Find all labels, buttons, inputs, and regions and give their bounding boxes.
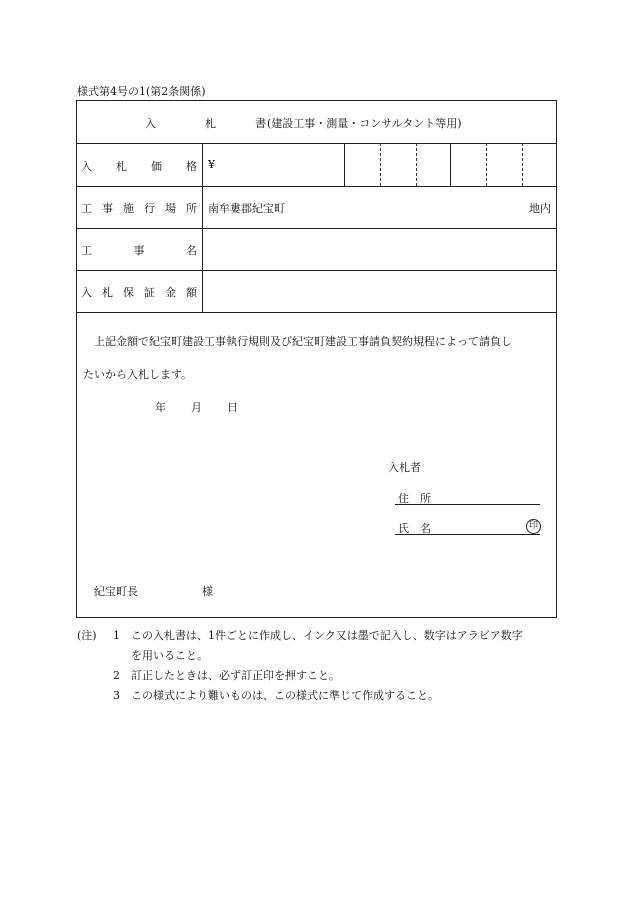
label-char: 入 xyxy=(81,286,92,299)
title-char-1: 入 xyxy=(145,117,156,130)
notes-head: (注) xyxy=(77,629,97,642)
divider xyxy=(77,270,556,271)
divider xyxy=(77,186,556,187)
bidder-address-label: 住 所 xyxy=(398,492,431,505)
note-number: 1 xyxy=(113,629,120,642)
note-item-2 xyxy=(77,666,523,686)
title-char-3: 書 xyxy=(255,117,266,130)
label-char: 工 xyxy=(81,244,92,257)
note-number xyxy=(113,646,131,666)
label-work-location xyxy=(81,200,197,216)
digit-divider-dashed xyxy=(416,143,417,186)
note-text: この入札書は、1件ごとに作成し、インク又は墨で記入し、数字はアラビア数字 xyxy=(131,629,523,642)
addressee-name: 紀宝町長 xyxy=(94,585,138,598)
note-item-3 xyxy=(77,686,523,706)
label-char: 行 xyxy=(144,202,155,215)
note-text: 訂正したときは、必ず訂正印を押すこと。 xyxy=(131,669,340,682)
divider xyxy=(77,312,556,313)
label-char: 札 xyxy=(116,160,127,173)
label-char: 証 xyxy=(144,286,155,299)
date-month: 月 xyxy=(191,401,202,414)
label-char: 事 xyxy=(102,202,113,215)
label-char: 名 xyxy=(186,244,197,257)
notes-section xyxy=(77,626,523,706)
seal-mark: 印 xyxy=(526,519,541,534)
addressee-honorific: 様 xyxy=(202,585,213,598)
label-char: 保 xyxy=(123,286,134,299)
label-char: 場 xyxy=(165,202,176,215)
label-char: 事 xyxy=(133,244,145,257)
digit-divider xyxy=(450,143,451,186)
note-text: を用いること。 xyxy=(131,649,208,662)
title-char-2: 札 xyxy=(205,117,216,130)
statement-line-2: たいから入札します。 xyxy=(83,368,193,381)
digit-divider xyxy=(344,143,345,186)
label-char: 価 xyxy=(151,160,162,173)
currency-symbol: ¥ xyxy=(208,158,215,171)
divider xyxy=(77,143,556,144)
label-char: 金 xyxy=(165,286,176,299)
form-number: 様式第4号の1(第2条関係) xyxy=(77,85,206,98)
location-value: 南牟婁郡紀宝町 xyxy=(208,202,285,215)
bidder-heading: 入札者 xyxy=(388,461,421,474)
date-year: 年 xyxy=(155,401,166,414)
label-char: 工 xyxy=(81,202,92,215)
label-char: 所 xyxy=(186,202,197,215)
label-bid-price xyxy=(81,158,197,174)
label-char: 格 xyxy=(186,160,197,173)
note-item-1-cont xyxy=(77,646,523,666)
label-work-name xyxy=(81,242,197,258)
label-char: 額 xyxy=(186,286,197,299)
note-number: 2 xyxy=(113,669,120,682)
title-subtitle: (建設工事・測量・コンサルタント等用) xyxy=(267,117,462,130)
note-item-1 xyxy=(77,626,523,646)
statement-line-1: 上記金額で紀宝町建設工事執行規則及び紀宝町建設工事請負契約規程によって請負し xyxy=(94,335,512,348)
divider xyxy=(77,228,556,229)
digit-divider-dashed xyxy=(522,143,523,186)
note-number: 3 xyxy=(113,689,120,702)
date-day: 日 xyxy=(227,401,238,414)
label-char: 入 xyxy=(81,160,92,173)
address-underline xyxy=(395,504,540,505)
label-char: 札 xyxy=(102,286,113,299)
digit-divider-dashed xyxy=(486,143,487,186)
location-suffix: 地内 xyxy=(529,202,551,215)
form-title xyxy=(77,101,556,143)
label-bid-deposit xyxy=(81,284,197,300)
note-text: この様式により難いものは、この様式に準じて作成すること。 xyxy=(131,689,439,702)
name-underline xyxy=(395,534,540,535)
bid-form-frame xyxy=(76,100,557,618)
column-divider xyxy=(202,143,203,312)
digit-divider-dashed xyxy=(380,143,381,186)
bidder-name-label: 氏 名 xyxy=(398,522,431,535)
label-char: 施 xyxy=(123,202,134,215)
